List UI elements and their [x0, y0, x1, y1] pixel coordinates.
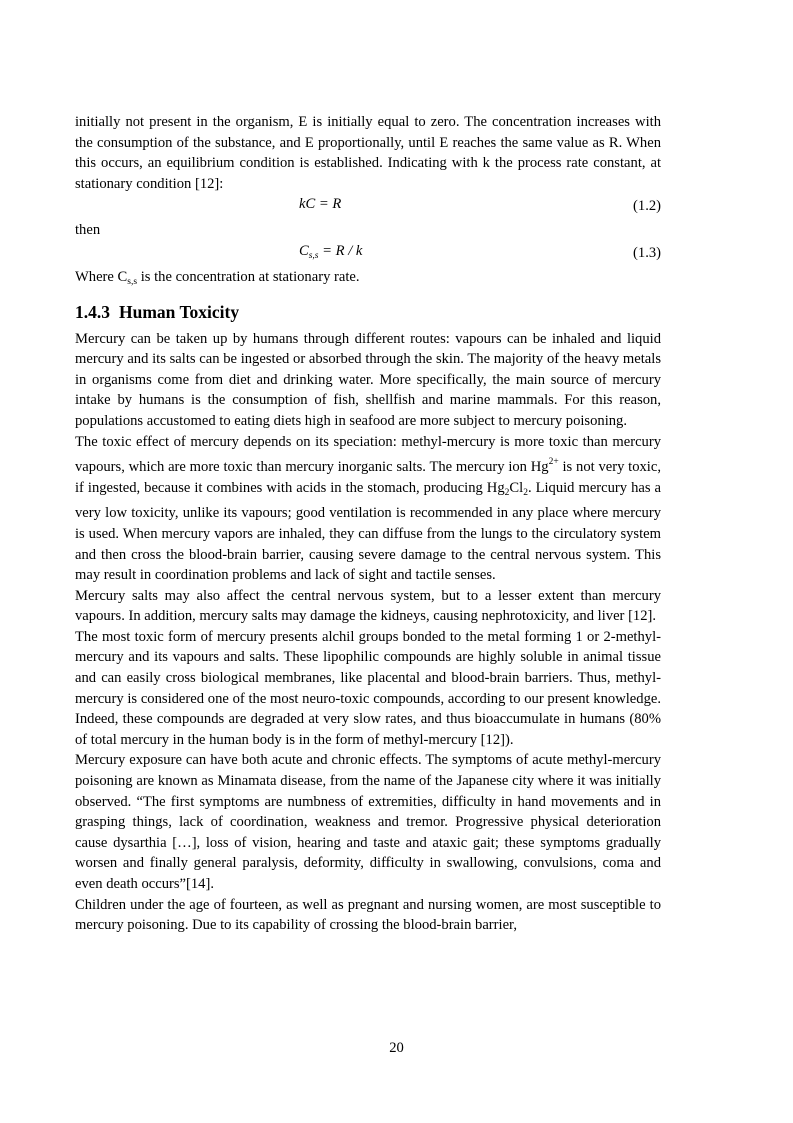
where-text: Where $C_{s,s}$ is the concentration at stationary rate.	[75, 268, 360, 287]
paragraph-children: Children under the age of fourteen, as well as pregnant and nursing women, are most susceptible to mercury poisoning. Due to its capability of crossing the blood-brain barrier,	[75, 896, 661, 934]
equation-1-3	[75, 241, 661, 267]
paragraph-salts: Mercury salts may also affect the central nervous system, but to a lesser extent than mercury vapours. In addition, mercury salts may damage the kidneys, causing nephrotoxicity, and liver [12].	[75, 587, 661, 625]
equation-1-2	[75, 194, 661, 220]
page-body	[75, 112, 661, 936]
paragraph-exposure: Mercury exposure can have both acute and chronic effects. The symptoms of acute methyl-mercury poisoning are known as Minamata disease, from the name of the Japanese city where it was initially observed. “The first symptoms are numbness of extremities, difficulty in hand movements and in grasping things, lack of coordination, weakness and tremor. Progressive physical deterioration cause dysarthia […], loss of vision, hearing and taste and ataxic gait; these symptoms gradually worsen and finally general paralysis, deformity, difficulty in swallowing, convulsions, coma and even death occurs”[14].	[75, 752, 661, 892]
section-heading: 1.4.3 Human Toxicity	[75, 301, 240, 322]
then-text: then	[75, 222, 101, 239]
page-number: 20	[389, 1040, 404, 1056]
equation-number: (1.2)	[633, 198, 661, 215]
equation-number: (1.3)	[633, 244, 661, 261]
paragraph-speciation: The toxic effect of mercury depends on its speciation: methyl-mercury is more toxic than mercury vapours, which are more toxic than mercury inorganic salts. The mercury ion $Hg^{2+}$ is not very toxic, if ingested, because it combines with acids in the stomach, producing $Hg_2Cl_2$. Liquid mercury has a very low toxicity, unlike its vapours; good ventilation is recommended in any place where mercury is used. When mercury vapors are inhaled, they can diffuse from the lungs to the circulatory system and then cross the blood-brain barrier, causing severe damage to the central nervous system. This may result in coordination problems and lack of sight and tactile senses.	[75, 433, 661, 584]
equation-expression: $C_{s,s} = R / k$	[299, 242, 363, 261]
intro-paragraph: initially not present in the organism, E is initially equal to zero. The concentration increases with the consumption of the substance, and E proportionally, until E reaches the same value as R. When this occurs, an equilibrium condition is established. Indicating with k the process rate constant, at stationary condition [12]:	[75, 114, 661, 192]
paragraph-methyl-mercury: The most toxic form of mercury presents alchil groups bonded to the metal forming 1 or 2-methyl-mercury and its vapours and salts. These lipophilic compounds are highly soluble in animal tissue and can easily cross biological membranes, like placental and blood-brain barriers. Thus, methyl-mercury is considered one of the most neuro-toxic compounds, according to our present knowledge. Indeed, these compounds are degraded at very slow rates, and thus bioaccumulate in humans (80% of total mercury in the human body is in the form of methyl-mercury [12]).	[75, 628, 661, 748]
paragraph-routes: Mercury can be taken up by humans through different routes: vapours can be inhaled and liquid mercury and its salts can be ingested or absorbed through the skin. The majority of the heavy metals in organisms come from diet and drinking water. More specifically, the main source of mercury intake by humans is the consumption of fish, shellfish and marine mammals. For this reason, populations accustomed to eating diets high in seafood are more subject to mercury poisoning.	[75, 330, 661, 429]
equation-expression: kC = R	[299, 196, 342, 213]
